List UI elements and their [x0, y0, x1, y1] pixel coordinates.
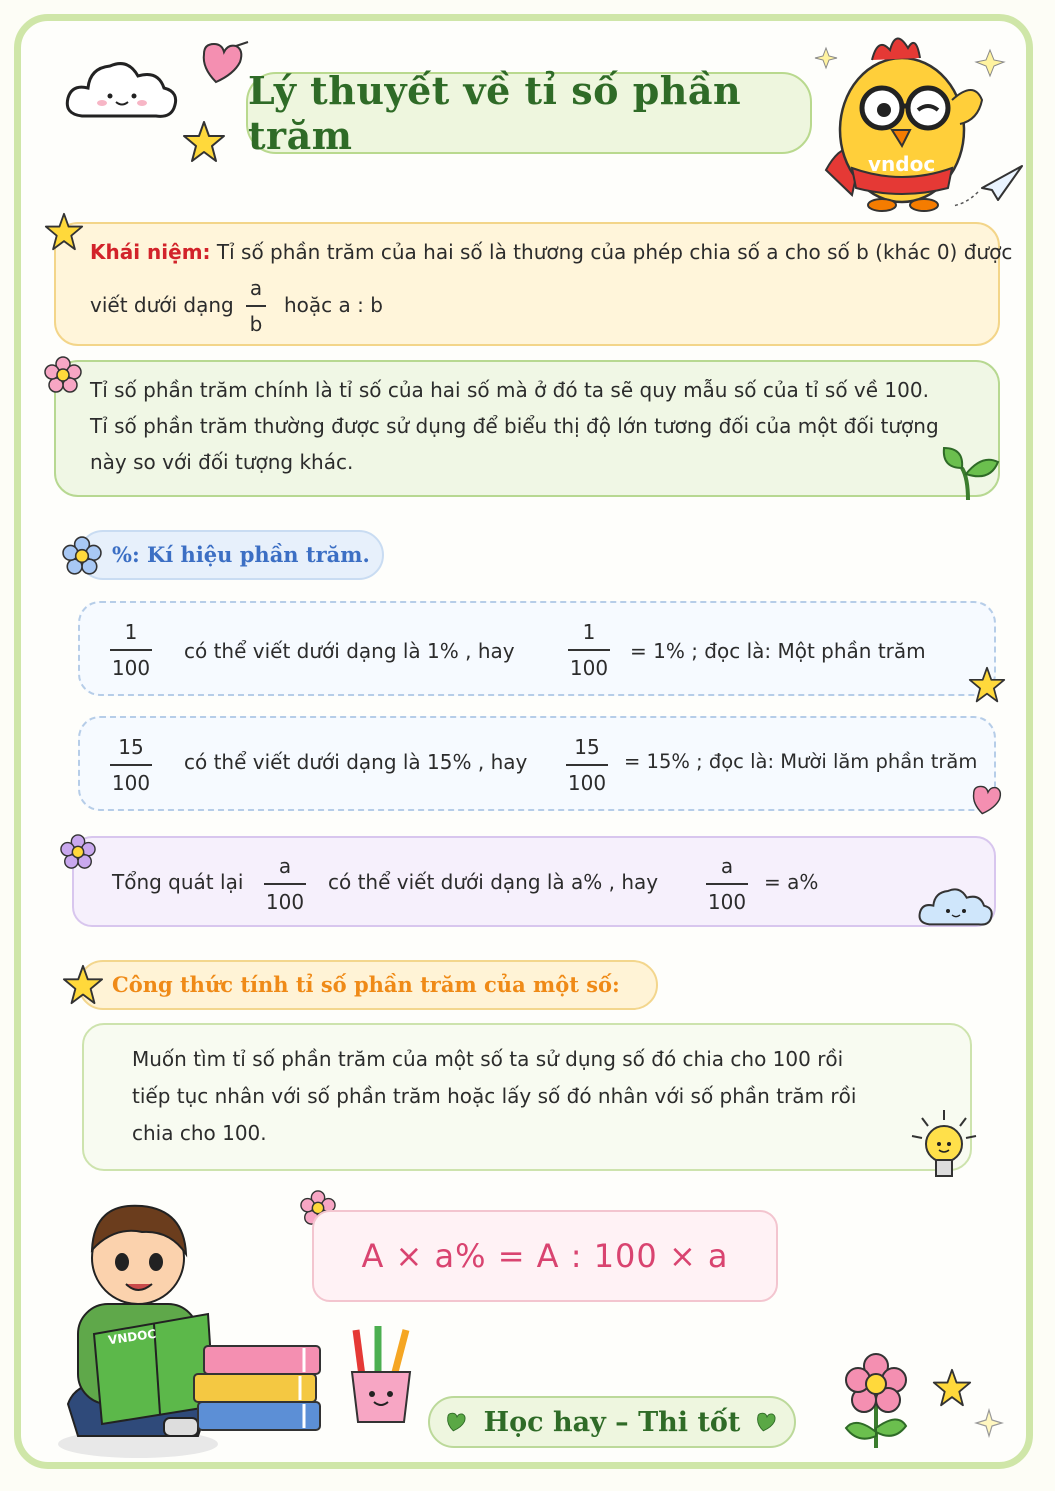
flower-icon [60, 834, 96, 870]
definition-line-1: Tỉ số phần trăm chính là tỉ số của hai số mà ở đó ta sẽ quy mẫu số của tỉ số về 100. [90, 378, 929, 402]
flower-pot-icon [836, 1352, 916, 1452]
formula-heading: Công thức tính tỉ số phần trăm của một số: [112, 972, 620, 997]
formula-desc-line-2: tiếp tục nhân với số phần trăm hoặc lấy số đó nhân với số phần trăm rồi [132, 1084, 857, 1108]
fraction-denominator: 100 [111, 656, 151, 680]
page-title: Lý thuyết về tỉ số phần trăm [248, 68, 742, 158]
fraction-numerator: 1 [124, 620, 138, 644]
formula-box [312, 1210, 778, 1302]
concept-text-2: viết dưới dạng [90, 293, 234, 317]
paper-plane-icon [948, 160, 1026, 220]
general-fraction-2 [706, 852, 748, 916]
concept-text-1: Tỉ số phần trăm của hai số là thương của phép chia số a cho số b (khác 0) được [210, 240, 1013, 264]
definition-line-3: này so với đối tượng khác. [90, 450, 354, 474]
formula-desc-line-1: Muốn tìm tỉ số phần trăm của một số ta sử dụng số đó chia cho 100 rồi [132, 1047, 844, 1071]
formula-text: A × a% = A : 100 × a [361, 1237, 729, 1275]
fraction-denominator: 100 [707, 890, 747, 914]
concept-label: Khái niệm: [90, 240, 211, 264]
footer-slogan: Học hay – Thi tốt [483, 1406, 741, 1438]
cloud-icon [916, 880, 996, 934]
heart-icon [196, 40, 252, 86]
example-1-text: có thể viết dưới dạng là 1% , hay [184, 639, 515, 663]
cloud-icon [62, 50, 182, 130]
star-icon [62, 964, 104, 1006]
example-1-fraction-2 [568, 618, 610, 682]
books-stack-icon [192, 1332, 326, 1436]
general-fraction [264, 852, 306, 916]
example-2-fraction-2 [566, 733, 608, 797]
fraction-numerator: 15 [118, 735, 144, 759]
flower-icon [62, 536, 102, 576]
fraction-numerator: 15 [574, 735, 600, 759]
fraction-numerator: a [278, 854, 292, 878]
example-1-fraction [110, 618, 152, 682]
lightbulb-icon [908, 1106, 980, 1188]
heart-icon [754, 1411, 780, 1433]
fraction-denominator: 100 [567, 771, 607, 795]
fraction-numerator: a [720, 854, 734, 878]
star-icon [182, 120, 226, 164]
general-result: = a% [764, 870, 819, 894]
fraction-numerator: a [249, 276, 263, 300]
title-box [246, 68, 812, 158]
pencil-cup-icon [344, 1322, 418, 1426]
fraction-numerator: 1 [582, 620, 596, 644]
fraction-denominator: 100 [111, 771, 151, 795]
star-icon [932, 1368, 972, 1408]
star-icon [968, 666, 1006, 704]
heart-icon [444, 1411, 470, 1433]
formula-desc-line-3: chia cho 100. [132, 1121, 267, 1145]
fraction-denominator: 100 [265, 890, 305, 914]
concept-text-3: hoặc a : b [284, 293, 383, 317]
flower-icon [44, 356, 82, 394]
sparkle-icon [974, 1408, 1004, 1438]
footer-box [428, 1396, 796, 1448]
concept-line-1 [90, 234, 1012, 270]
star-icon [44, 212, 84, 252]
fraction-denominator: 100 [569, 656, 609, 680]
example-2-fraction [110, 733, 152, 797]
fraction-a-b [246, 274, 266, 338]
general-label: Tổng quát lại [112, 870, 244, 894]
symbol-heading: %: Kí hiệu phần trăm. [112, 542, 370, 567]
book-label: VNDOC [107, 1326, 158, 1348]
fraction-denominator: b [249, 312, 263, 336]
definition-line-2: Tỉ số phần trăm thường được sử dụng để biểu thị độ lớn tương đối của một đối tượng [90, 414, 939, 438]
mascot-label: vndoc [868, 152, 936, 176]
heart-icon [968, 782, 1008, 818]
general-text: có thể viết dưới dạng là a% , hay [328, 870, 659, 894]
sprout-icon [938, 438, 1002, 502]
example-2-text: có thể viết dưới dạng là 15% , hay [184, 750, 528, 774]
example-1-result: = 1% ; đọc là: Một phần trăm [630, 639, 926, 663]
example-2-result: = 15% ; đọc là: Mười lăm phần trăm [624, 750, 978, 773]
